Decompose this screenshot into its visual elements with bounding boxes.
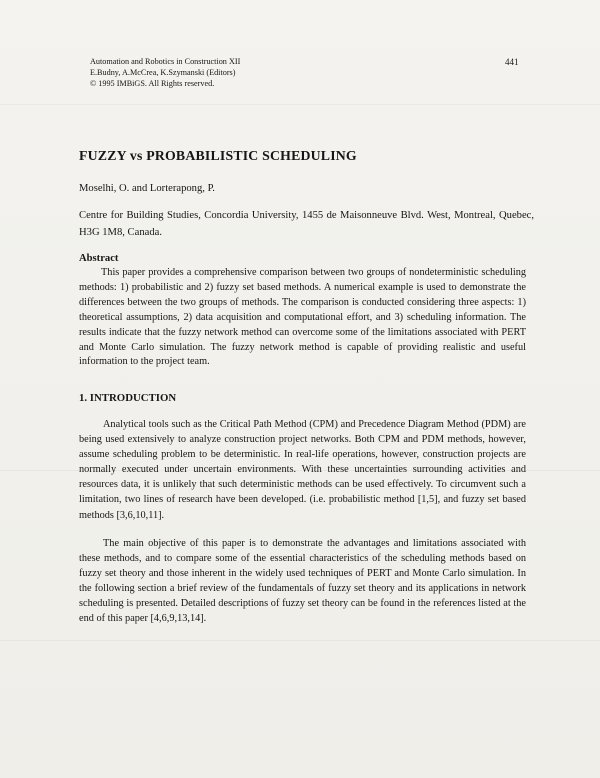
section-heading: 1. INTRODUCTION bbox=[79, 392, 177, 404]
paragraph-text: The main objective of this paper is to demonstrate the advantages and limitations associated with these methods, and to compare some of the essential characteristics of the scheduling methods based on fuzzy set theory and those inherent in the widely used techniques of PERT and Monte Carlo simulation. In the following section a brief review of the fundamentals of fuzzy set theory and its applications in network scheduling is presented. Detailed descriptions of fuzzy set theory can be found in the references listed at the end of this paper [4,6,9,13,14]. bbox=[79, 538, 526, 625]
authors: Moselhi, O. and Lorterapong, P. bbox=[79, 183, 215, 194]
header-line: E.Budny, A.McCrea, K.Szymanski (Editors) bbox=[90, 68, 236, 77]
header-line: Automation and Robotics in Construction XII bbox=[90, 57, 241, 66]
bleed-through-line bbox=[0, 640, 600, 641]
abstract-text: This paper provides a comprehensive comparison between two groups of nondeterministic scheduling methods: 1) probabilistic and 2) fuzzy set based methods. A numerical example is used to demonstrate the differences between the two groups of methods. The comparison is conducted considering three aspects: 1) theoretical assumptions, 2) data acquisition and computational effort, and 3) scheduling information. The results indicate that the fuzzy network method can overcome some of the limitations associated with PERT and Monte Carlo simulation. The fuzzy network method is capable of providing realistic and useful information to the project team. bbox=[79, 267, 526, 368]
conference-header bbox=[90, 56, 240, 89]
affiliation: Centre for Building Studies, Concordia University, 1455 de Maisonneuve Blvd. West, Montreal, Quebec, H3G 1M8, Canada. bbox=[79, 210, 534, 238]
intro-paragraph-1 bbox=[79, 417, 526, 523]
header-line: © 1995 IMBiGS. All Rights reserved. bbox=[90, 79, 215, 88]
paper-title: FUZZY vs PROBABILISTIC SCHEDULING bbox=[79, 148, 357, 163]
intro-paragraph-2 bbox=[79, 536, 526, 627]
bleed-through-line bbox=[0, 104, 600, 105]
paragraph-text: Analytical tools such as the Critical Path Method (CPM) and Precedence Diagram Method (PDM) are being used extensively to analyze construction project networks. Both CPM and PDM methods, however, assume scheduling problem to be deterministic. In real-life operations, however, construction projects are normally executed under uncertain environments. With these uncertainties surrounding activities and resources data, it is unlikely that such deterministic methods can be used effectively. To circumvent such a limitation, two lines of research have been developed. (i.e. probabilistic method [1,5], and fuzzy set based methods [3,6,10,11]. bbox=[79, 419, 526, 521]
abstract-body bbox=[79, 266, 526, 370]
page-number: 441 bbox=[505, 57, 519, 67]
abstract-heading: Abstract bbox=[79, 253, 119, 264]
